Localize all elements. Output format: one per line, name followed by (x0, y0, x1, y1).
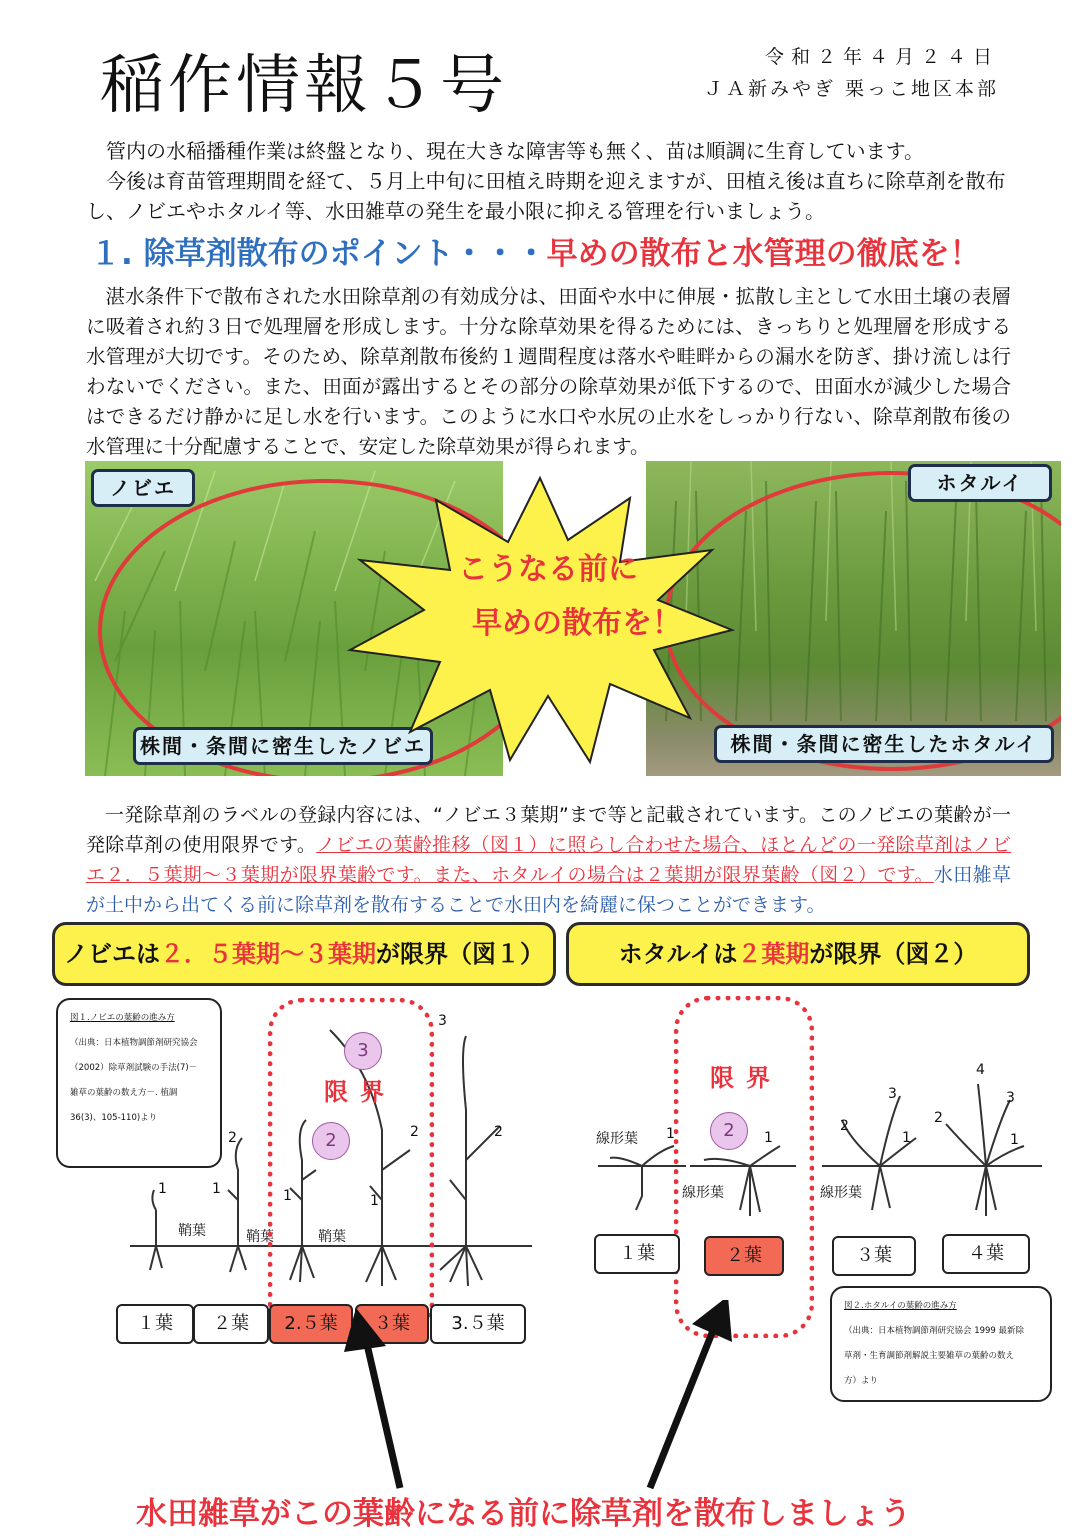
sheath-label-3: 鞘葉 (318, 1229, 346, 1245)
fig1-note-title: 図１.ノビエの葉齢の進み方 (70, 1013, 175, 1023)
fig1-note-line: 36(3)、105-110)より (70, 1113, 158, 1123)
fig2-label-1a: 1 (666, 1126, 675, 1142)
nobie-limit-highlight (268, 998, 434, 1340)
burst-text-1: こうなる前に (458, 552, 638, 587)
hotarui-leaf-3: ３葉 (832, 1236, 916, 1276)
hotarui-tag: ホタルイ (908, 464, 1052, 502)
hotarui-leaf-2-marker: 2 (710, 1112, 748, 1150)
hotarui-limit-b: ２葉期 (737, 940, 810, 968)
hotarui-leaf-2: ２葉 (704, 1236, 784, 1276)
nobie-caption: 株間・条間に密生したノビエ (133, 727, 433, 765)
fig1-label-3: 3 (438, 1013, 447, 1029)
pointer-arrows (340, 1300, 760, 1500)
fig2-label-3a: 3 (888, 1086, 897, 1102)
fig1-label-1c: 1 (283, 1188, 292, 1204)
fig1-label-1a: 1 (158, 1181, 167, 1197)
fig2-label-1b: 1 (764, 1130, 773, 1146)
fig2-label-3b: 3 (1006, 1090, 1015, 1106)
linear-leaf-label-3: 線形葉 (820, 1185, 862, 1201)
fig2-note-title: 図２.ホタルイの葉齢の進み方 (844, 1301, 957, 1311)
nobie-tag: ノビエ (91, 469, 195, 507)
page-title: 稲作情報５号 (100, 49, 508, 123)
hotarui-caption: 株間・条間に密生したホタルイ (714, 725, 1054, 763)
hotarui-leaf-4: ４葉 (942, 1234, 1030, 1274)
fig2-source-note (830, 1286, 1052, 1402)
intro-paragraph-2: 今後は育苗管理期間を経て、５月上中旬に田植え時期を迎えますが、田植え後は直ちに除草剤を散布し、ノビエやホタルイ等、水田雑草の発生を最小限に抑える管理を行いましょう。 (86, 169, 1006, 223)
footer-call-to-action: 水田雑草がこの葉齢になる前に除草剤を散布しましょう (136, 1496, 911, 1532)
arrow-icon (344, 1308, 400, 1488)
hotarui-growth-diagram (590, 1060, 1050, 1240)
nobie-limit-a: ノビエは (64, 940, 160, 968)
section-heading-a: 除草剤散布のポイント・・・ (143, 236, 547, 272)
fig1-label-2c: 2 (494, 1124, 503, 1140)
nobie-leaf-3: ３葉 (355, 1304, 429, 1344)
section-number: １. (90, 236, 133, 272)
fig1-note-line: （出典：日本植物調節剤研究協会 (70, 1038, 198, 1048)
fig1-label-1d: 1 (370, 1193, 379, 1209)
fig2-note-line: 方）より (844, 1376, 879, 1386)
nobie-limit-b: ２．５葉期～３葉期 (160, 940, 376, 968)
fig2-label-1d: 1 (1010, 1132, 1019, 1148)
hotarui-limit-c: が限界（図２） (809, 940, 978, 968)
sheath-label-1: 鞘葉 (178, 1223, 206, 1239)
body2-plain: 一発除草剤のラベルの登録内容には、“ノビエ３葉期”まで等と記載されています。このノビエの葉齢が一発除草剤の使用限界です。 (86, 804, 1011, 856)
linear-leaf-label-1: 線形葉 (596, 1131, 638, 1147)
hotarui-limit-a: ホタルイは (618, 940, 738, 968)
fig2-label-2a: 2 (840, 1118, 849, 1134)
section-body: 湛水条件下で散布された水田除草剤の有効成分は、田面や水中に伸展・拡散し主として水田土壌の表層に吸着され約３日で処理層を形成します。十分な除草効果を得るためには、きっちりと処理層を形成する水管理が大切です。そのため、除草剤散布後約１週間程度は落水や畦畔からの漏水を防ぎ、掛け流しは行わないでください。また、田面が露出するとその部分の除草効果が低下するので、田面水が減少した場合はできるだけ静かに足し水を行います。このように水口や水尻の止水をしっかり行ない、除草剤散布後の水管理に十分配慮することで、安定した除草効果が得られます。 (86, 285, 1011, 458)
label-explanation (86, 800, 1011, 920)
nobie-leaf-2-5: 2.５葉 (269, 1304, 353, 1344)
linear-leaf-label-2: 線形葉 (682, 1185, 724, 1201)
hotarui-limit-box (566, 922, 1030, 986)
hotarui-limit-label: 限界 (710, 1064, 782, 1092)
arrow-icon (650, 1300, 732, 1488)
fig1-note-line: 雑草の葉齢の数え方－. 植調 (70, 1088, 178, 1098)
issue-date: 令和２年４月２４日 (764, 46, 999, 68)
body2-red: ノビエの葉齢推移（図１）に照らし合わせた場合、ほとんどの一発除草剤はノビエ２．５葉期～３葉期が限界葉齢です。また、ホタルイの場合は２葉期が限界葉齢（図２）です。 (86, 834, 1011, 886)
fig2-label-1c: 1 (902, 1130, 911, 1146)
leaf-number-3-marker: 3 (344, 1032, 382, 1070)
fig1-label-2b: 2 (410, 1124, 419, 1140)
fig1-label-2a: 2 (228, 1130, 237, 1146)
nobie-leaf-3-5: 3.５葉 (430, 1304, 526, 1344)
fig2-note-line: 草剤・生育調節剤解説主要雑草の葉齢の数え (844, 1351, 1015, 1361)
nobie-limit-c: が限界（図１） (376, 940, 544, 968)
fig2-label-4: 4 (976, 1062, 985, 1078)
fig1-note-line: （2002）除草剤試験の手法(7)－ (70, 1063, 198, 1073)
warning-starburst (340, 470, 740, 770)
intro-paragraph-1: 管内の水稲播種作業は終盤となり、現在大きな障害等も無く、苗は順調に生育しています。 (106, 139, 924, 163)
intro-text (86, 136, 1006, 226)
section-heading-b: 早めの散布と水管理の徹底を！ (546, 236, 981, 272)
publisher: ＪＡ新みやぎ 栗っこ地区本部 (703, 78, 999, 100)
fig1-label-1b: 1 (212, 1181, 221, 1197)
sheath-label-2: 鞘葉 (246, 1229, 274, 1245)
body2-blue: 水田雑草が土中から出てくる前に除草剤を散布することで水田内を綺麗に保つことができます。 (86, 864, 1011, 916)
fig2-note-line: （出典：日本植物調節剤研究協会 1999 最新除 (844, 1326, 1025, 1336)
hotarui-leaf-1: １葉 (594, 1234, 680, 1274)
section-heading (90, 228, 981, 273)
burst-text-2: 早めの散布を！ (472, 606, 682, 641)
leaf-number-2-marker: 2 (312, 1122, 350, 1160)
nobie-leaf-2: ２葉 (193, 1304, 269, 1344)
hotarui-limit-highlight (674, 996, 814, 1338)
nobie-limit-box (52, 922, 556, 986)
nobie-leaf-1: １葉 (116, 1304, 194, 1344)
fig2-label-2b: 2 (934, 1110, 943, 1126)
nobie-limit-label: 限界 (324, 1078, 396, 1106)
